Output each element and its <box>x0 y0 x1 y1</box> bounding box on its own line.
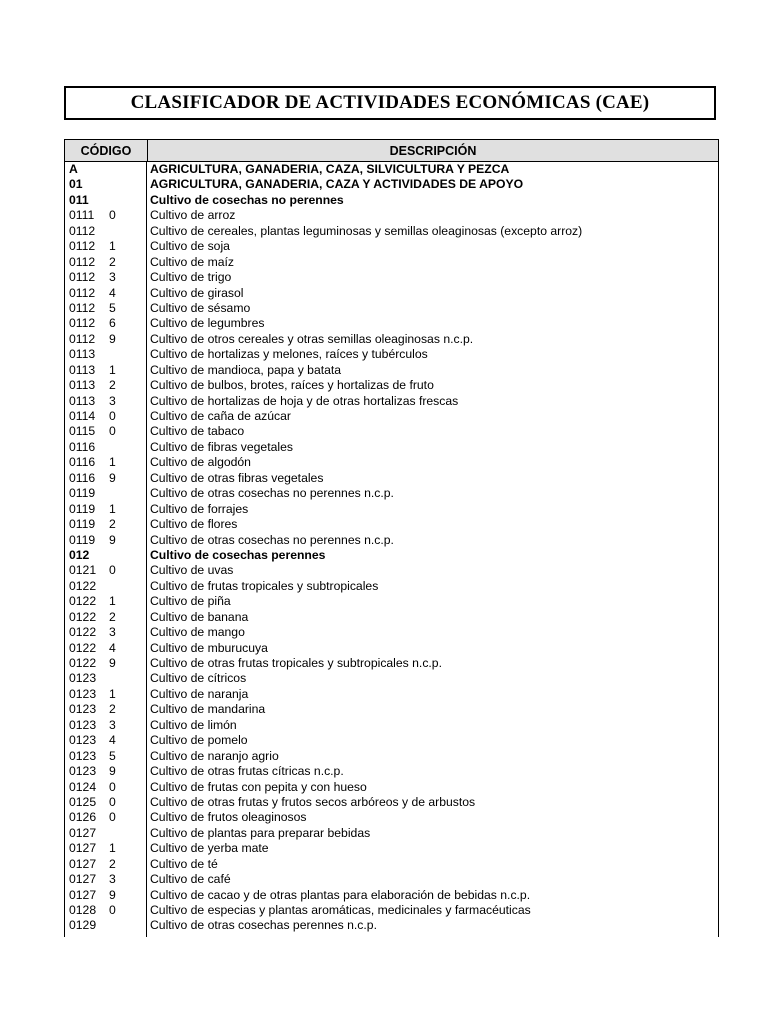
table-row-code <box>69 579 146 594</box>
table-row-description: Cultivo de otras cosechas no perennes n.c.p. <box>150 532 394 547</box>
code-value: 0112 <box>69 239 96 254</box>
table-row-description: Cultivo de hortalizas de hoja y de otras hortalizas frescas <box>150 393 459 408</box>
table-row-code <box>69 810 146 825</box>
table-row-description: Cultivo de frutas tropicales y subtropicales <box>150 578 379 593</box>
code-value: 0112 <box>69 331 96 346</box>
title-box <box>64 86 716 120</box>
table-row-code <box>69 918 146 933</box>
code-value: 0121 <box>69 563 97 578</box>
table-row-description: Cultivo de limón <box>150 717 237 732</box>
table-row-code <box>69 517 146 532</box>
table-row-description: Cultivo de otras fibras vegetales <box>150 470 324 485</box>
table-row-code <box>69 316 146 331</box>
table-row-description: Cultivo de algodón <box>150 455 251 470</box>
table-row-code <box>69 671 146 686</box>
table-row-code <box>69 193 146 208</box>
table-row-code <box>69 224 146 239</box>
column-header-code: CÓDIGO <box>65 140 148 161</box>
code-value: 0127 <box>69 887 97 902</box>
table-row-description: Cultivo de legumbres <box>150 316 265 331</box>
code-subdigit: 9 <box>109 764 116 779</box>
code-value: 0112 <box>69 270 96 285</box>
code-value: 0123 <box>69 702 97 717</box>
table-row-description: Cultivo de tabaco <box>150 424 245 439</box>
table-row-description: Cultivo de cereales, plantas leguminosas y semillas oleaginosas (excepto arroz) <box>150 223 583 238</box>
code-value: 0127 <box>69 841 97 856</box>
code-value: 0113 <box>69 378 96 393</box>
table-row-description: Cultivo de frutos oleaginosos <box>150 810 307 825</box>
table-row-code <box>69 841 146 856</box>
table-row-description: Cultivo de sésamo <box>150 300 251 315</box>
code-subdigit: 4 <box>109 640 116 655</box>
code-value: 0113 <box>69 393 96 408</box>
code-subdigit: 5 <box>109 748 116 763</box>
table-header <box>65 140 718 162</box>
table-row-code <box>69 780 146 795</box>
code-value: 0113 <box>69 362 96 377</box>
table-row-code <box>69 424 146 439</box>
code-value: 0122 <box>69 640 97 655</box>
code-value: 0112 <box>69 300 96 315</box>
description-column <box>147 162 718 937</box>
table-row-code <box>69 177 146 192</box>
code-subdigit: 2 <box>109 702 116 717</box>
table-row-description: Cultivo de fibras vegetales <box>150 439 293 454</box>
table-row-description: Cultivo de hortalizas y melones, raíces y tubérculos <box>150 347 428 362</box>
code-subdigit: 2 <box>109 856 116 871</box>
document-title: CLASIFICADOR DE ACTIVIDADES ECONÓMICAS (CAE) <box>130 92 650 113</box>
table-row-code <box>69 394 146 409</box>
table-row-code <box>69 455 146 470</box>
code-value: 0119 <box>69 486 96 501</box>
table-row-description: Cultivo de flores <box>150 517 238 532</box>
table-row-code <box>69 625 146 640</box>
code-value: 0126 <box>69 810 97 825</box>
code-value: 0119 <box>69 501 96 516</box>
table-row-code <box>69 610 146 625</box>
code-value: 0116 <box>69 470 96 485</box>
code-subdigit: 2 <box>109 609 116 624</box>
table-row-code <box>69 440 146 455</box>
table-row-description: Cultivo de otras frutas y frutos secos arbóreos y de arbustos <box>150 794 476 809</box>
code-value: 0123 <box>69 748 97 763</box>
code-subdigit: 9 <box>109 470 116 485</box>
code-value: 0123 <box>69 733 97 748</box>
code-subdigit: 2 <box>109 517 116 532</box>
table-row-description: Cultivo de cosechas no perennes <box>150 192 344 207</box>
table-row-code <box>69 749 146 764</box>
code-value: 0119 <box>69 532 96 547</box>
code-value: 01 <box>69 177 83 192</box>
table-row-description: Cultivo de mandioca, papa y batata <box>150 362 342 377</box>
table-row-description: Cultivo de arroz <box>150 208 236 223</box>
code-subdigit: 0 <box>109 563 116 578</box>
code-subdigit: 1 <box>109 455 116 470</box>
code-subdigit: 3 <box>109 717 116 732</box>
code-subdigit: 1 <box>109 362 116 377</box>
code-subdigit: 4 <box>109 285 116 300</box>
code-value: 0111 <box>69 208 95 223</box>
code-subdigit: 1 <box>109 686 116 701</box>
code-subdigit: 4 <box>109 733 116 748</box>
table-row-description: Cultivo de mango <box>150 625 245 640</box>
code-subdigit: 0 <box>109 810 116 825</box>
table-row-code <box>69 733 146 748</box>
table-row-description: Cultivo de especias y plantas aromáticas, medicinales y farmacéuticas <box>150 903 531 917</box>
table-row-code <box>69 795 146 810</box>
code-subdigit: 0 <box>109 409 116 423</box>
code-subdigit: 0 <box>109 903 116 917</box>
code-subdigit: 1 <box>109 239 116 254</box>
table-row-code <box>69 347 146 362</box>
table-row-description: Cultivo de trigo <box>150 270 232 285</box>
code-subdigit: 3 <box>109 872 116 887</box>
table-row-code <box>69 764 146 779</box>
code-subdigit: 2 <box>109 378 116 393</box>
table-row-description: Cultivo de té <box>150 856 218 871</box>
code-subdigit: 0 <box>109 779 116 794</box>
code-value: 0123 <box>69 764 97 779</box>
table-row-code <box>69 363 146 378</box>
table-row-code <box>69 471 146 486</box>
classification-table <box>64 139 719 937</box>
table-row-description: Cultivo de naranja <box>150 686 249 701</box>
table-row-description: Cultivo de otras cosechas perennes n.c.p. <box>150 918 377 933</box>
table-row-description: Cultivo de otras cosechas no perennes n.c.p. <box>150 486 394 501</box>
code-value: 0128 <box>69 903 97 917</box>
table-row-code <box>69 162 146 177</box>
table-row-description: Cultivo de café <box>150 872 231 887</box>
code-subdigit: 0 <box>109 794 116 809</box>
table-row-code <box>69 255 146 270</box>
table-row-description: Cultivo de caña de azúcar <box>150 409 291 423</box>
table-row-description: Cultivo de otras frutas cítricas n.c.p. <box>150 764 344 779</box>
table-row-code <box>69 208 146 223</box>
table-row-description: Cultivo de uvas <box>150 563 234 578</box>
code-subdigit: 5 <box>109 300 116 315</box>
table-row-description: Cultivo de yerba mate <box>150 841 269 856</box>
table-row-code <box>69 656 146 671</box>
table-row-code <box>69 702 146 717</box>
code-value: 0112 <box>69 285 96 300</box>
code-subdigit: 0 <box>109 208 116 223</box>
code-value: 0112 <box>69 254 96 269</box>
code-value: 0119 <box>69 517 96 532</box>
table-row-code <box>69 286 146 301</box>
table-row-code <box>69 378 146 393</box>
code-value: 0123 <box>69 717 97 732</box>
table-row-code <box>69 239 146 254</box>
code-value: 0115 <box>69 424 96 439</box>
code-value: 0125 <box>69 794 97 809</box>
code-value: 0122 <box>69 609 97 624</box>
code-column <box>65 162 147 937</box>
table-row-description: Cultivo de girasol <box>150 285 244 300</box>
table-row-code <box>69 826 146 841</box>
table-row-description: Cultivo de piña <box>150 594 231 609</box>
code-subdigit: 3 <box>109 393 116 408</box>
table-row-code <box>69 548 146 563</box>
code-value: 0127 <box>69 856 97 871</box>
code-subdigit: 0 <box>109 424 116 439</box>
table-row-description: Cultivo de banana <box>150 609 249 624</box>
table-row-code <box>69 872 146 887</box>
table-row-description: Cultivo de otras frutas tropicales y subtropicales n.c.p. <box>150 656 442 670</box>
code-value: 0122 <box>69 594 97 609</box>
code-value: A <box>69 162 78 176</box>
table-row-code <box>69 903 146 918</box>
table-row-description: AGRICULTURA, GANADERIA, CAZA Y ACTIVIDADES DE APOYO <box>150 177 524 192</box>
code-value: 0127 <box>69 872 97 887</box>
code-value: 0114 <box>69 409 96 423</box>
code-value: 012 <box>69 547 90 562</box>
table-row-description: Cultivo de pomelo <box>150 733 248 748</box>
code-value: 0127 <box>69 825 97 840</box>
column-header-description: DESCRIPCIÓN <box>389 143 477 158</box>
code-subdigit: 3 <box>109 270 116 285</box>
table-row-description: Cultivo de bulbos, brotes, raíces y hortalizas de fruto <box>150 378 434 393</box>
table-row-code <box>69 857 146 872</box>
table-row-code <box>69 502 146 517</box>
table-row-description: Cultivo de plantas para preparar bebidas <box>150 825 371 840</box>
code-subdigit: 9 <box>109 887 116 902</box>
table-row-code <box>69 563 146 578</box>
table-row-code <box>69 332 146 347</box>
table-row-description: Cultivo de cítricos <box>150 671 247 686</box>
table-row-description: AGRICULTURA, GANADERIA, CAZA, SILVICULTURA Y PEZCA <box>150 162 510 176</box>
table-row-code <box>69 270 146 285</box>
table-row-description: Cultivo de mburucuya <box>150 640 268 655</box>
code-value: 0123 <box>69 671 97 686</box>
table-row-code <box>69 486 146 501</box>
code-value: 0122 <box>69 578 97 593</box>
code-value: 0124 <box>69 779 97 794</box>
code-subdigit: 6 <box>109 316 116 331</box>
code-value: 0116 <box>69 455 96 470</box>
code-value: 0123 <box>69 686 97 701</box>
code-value: 0116 <box>69 439 96 454</box>
table-row-description: Cultivo de cosechas perennes <box>150 547 326 562</box>
table-row-code <box>69 533 146 548</box>
table-row-code <box>69 594 146 609</box>
table-row-description: Cultivo de maíz <box>150 254 234 269</box>
table-row-code <box>69 409 146 424</box>
code-value: 0129 <box>69 918 97 933</box>
table-row-code <box>69 687 146 702</box>
code-subdigit: 9 <box>109 656 116 670</box>
code-value: 0113 <box>69 347 96 362</box>
code-value: 0112 <box>69 223 96 238</box>
table-row-description: Cultivo de soja <box>150 239 230 254</box>
table-row-description: Cultivo de frutas con pepita y con hueso <box>150 779 367 794</box>
code-subdigit: 1 <box>109 594 116 609</box>
table-row-code <box>69 888 146 903</box>
code-subdigit: 9 <box>109 331 116 346</box>
code-subdigit: 1 <box>109 501 116 516</box>
table-row-description: Cultivo de cacao y de otras plantas para elaboración de bebidas n.c.p. <box>150 887 531 902</box>
table-row-description: Cultivo de forrajes <box>150 501 249 516</box>
table-row-description: Cultivo de otros cereales y otras semillas oleaginosas n.c.p. <box>150 331 474 346</box>
code-value: 0112 <box>69 316 96 331</box>
code-value: 0122 <box>69 625 97 640</box>
table-body <box>65 162 718 937</box>
code-subdigit: 3 <box>109 625 116 640</box>
code-value: 011 <box>69 192 89 207</box>
table-row-code <box>69 718 146 733</box>
code-subdigit: 2 <box>109 254 116 269</box>
table-row-description: Cultivo de mandarina <box>150 702 266 717</box>
code-value: 0122 <box>69 656 97 670</box>
code-subdigit: 9 <box>109 532 116 547</box>
code-subdigit: 1 <box>109 841 116 856</box>
table-row-description: Cultivo de naranjo agrio <box>150 748 279 763</box>
table-row-code <box>69 641 146 656</box>
table-row-code <box>69 301 146 316</box>
